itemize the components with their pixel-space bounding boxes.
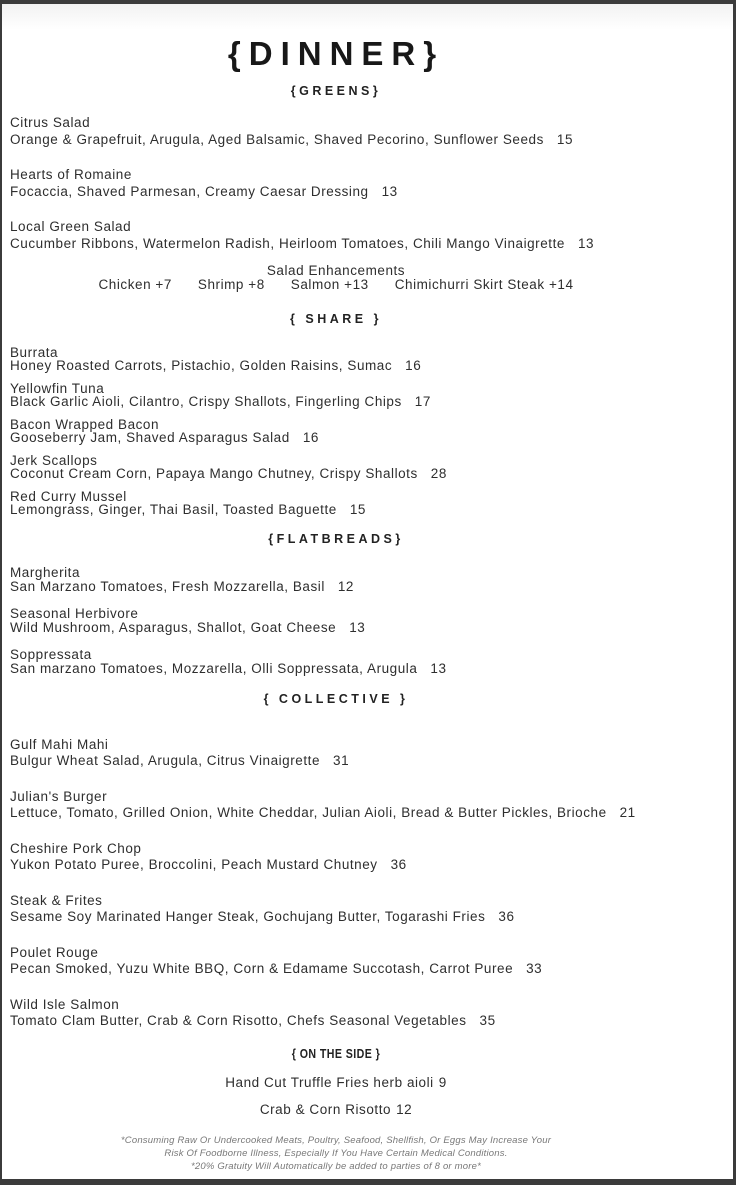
section-heading-share: { SHARE } <box>290 312 382 326</box>
item-desc-text: Bulgur Wheat Salad, Arugula, Citrus Vinaigrette <box>10 753 321 768</box>
item-price: 35 <box>479 1013 496 1028</box>
menu-item <box>10 382 662 408</box>
item-desc-text: Tomato Clam Butter, Crab & Corn Risotto, Chefs Seasonal Vegetables <box>10 1013 467 1028</box>
item-price: 15 <box>556 132 574 147</box>
item-price: 16 <box>302 430 319 445</box>
menu-item <box>10 566 662 594</box>
item-name: Steak & Frites <box>10 893 103 908</box>
item-price: 13 <box>349 620 366 635</box>
disclaimer-line: *Consuming Raw Or Undercooked Meats, Poultry, Seafood, Shellfish, Or Eggs May Increase Your <box>120 1135 552 1146</box>
item-desc-text: Lettuce, Tomato, Grilled Onion, White Cheddar, Julian Aioli, Bread & Butter Pickles, Brioche <box>10 805 607 820</box>
item-desc-text: Cucumber Ribbons, Watermelon Radish, Heirloom Tomatoes, Chili Mango Vinaigrette <box>10 236 565 251</box>
side-item <box>10 1076 662 1090</box>
menu-item <box>10 166 662 200</box>
item-description <box>10 503 662 516</box>
disclaimer <box>10 1134 662 1173</box>
section-greens <box>10 114 662 292</box>
item-description <box>10 235 662 252</box>
item-name: Seasonal Herbivore <box>10 606 139 621</box>
enhancement-option: Chicken +7 <box>98 277 172 292</box>
item-price: 28 <box>430 466 447 481</box>
item-description <box>10 467 662 480</box>
section-on-the-side <box>10 1076 662 1117</box>
item-name: Jerk Scallops <box>10 453 98 468</box>
menu-item <box>10 997 662 1029</box>
section-heading-greens: {GREENS} <box>290 84 382 98</box>
item-price: 36 <box>390 857 407 872</box>
menu-item <box>10 945 662 977</box>
item-description <box>10 857 662 873</box>
item-name: Margherita <box>10 565 81 580</box>
item-description <box>10 431 662 444</box>
item-price: 13 <box>430 661 447 676</box>
item-desc-text: Coconut Cream Corn, Papaya Mango Chutney, Crispy Shallots <box>10 466 418 481</box>
menu-item <box>10 454 662 480</box>
enhancement-option: Salmon +13 <box>290 277 369 292</box>
section-share <box>10 346 662 516</box>
item-name: Cheshire Pork Chop <box>10 841 142 856</box>
item-description <box>10 805 662 821</box>
item-desc-text: Honey Roasted Carrots, Pistachio, Golden Raisins, Sumac <box>10 358 393 373</box>
enhancement-option: Chimichurri Skirt Steak +14 <box>394 277 574 292</box>
item-desc-text: Sesame Soy Marinated Hanger Steak, Gochujang Butter, Togarashi Fries <box>10 909 486 924</box>
section-heading-on-the-side: { ON THE SIDE } <box>291 1047 381 1061</box>
item-desc-text: Pecan Smoked, Yuzu White BBQ, Corn & Edamame Succotash, Carrot Puree <box>10 961 514 976</box>
item-description <box>10 753 662 769</box>
item-desc-text: Gooseberry Jam, Shaved Asparagus Salad <box>10 430 290 445</box>
section-flatbreads <box>10 566 662 676</box>
item-name: Gulf Mahi Mahi <box>10 737 109 752</box>
section-collective <box>10 737 662 1029</box>
menu-item <box>10 114 662 148</box>
item-name: Yellowfin Tuna <box>10 381 105 396</box>
item-description <box>10 1013 662 1029</box>
salad-enhancements-options <box>10 278 662 292</box>
item-desc-text: Lemongrass, Ginger, Thai Basil, Toasted Baguette <box>10 502 337 517</box>
menu-item <box>10 893 662 925</box>
menu-item <box>10 789 662 821</box>
item-price: 13 <box>381 184 398 199</box>
salad-enhancements-title: Salad Enhancements <box>266 263 406 278</box>
item-price: 31 <box>333 753 350 768</box>
item-description <box>10 395 662 408</box>
item-desc-text: Focaccia, Shaved Parmesan, Creamy Caesar Dressing <box>10 184 369 199</box>
item-desc-text: San Marzano Tomatoes, Fresh Mozzarella, Basil <box>10 579 325 594</box>
item-name: Citrus Salad <box>10 115 91 130</box>
item-price: 36 <box>498 909 515 924</box>
section-heading-flatbreads: {FLATBREADS} <box>268 532 404 546</box>
item-name: Red Curry Mussel <box>10 489 127 504</box>
item-description <box>10 183 662 200</box>
item-price: 9 <box>438 1075 447 1090</box>
item-description <box>10 621 662 635</box>
item-price: 12 <box>396 1102 413 1117</box>
item-price: 17 <box>414 394 431 409</box>
salad-enhancements <box>10 264 662 292</box>
item-name: Poulet Rouge <box>10 945 99 960</box>
side-item <box>10 1103 662 1117</box>
menu-item <box>10 218 662 252</box>
item-description <box>10 359 662 372</box>
menu-item <box>10 490 662 516</box>
item-name: Burrata <box>10 345 59 360</box>
item-description <box>10 580 662 594</box>
item-price: 13 <box>577 236 595 251</box>
item-name: Wild Isle Salmon <box>10 997 120 1012</box>
side-item-label: Hand Cut Truffle Fries herb aioli <box>225 1075 434 1090</box>
item-name: Hearts of Romaine <box>10 167 132 182</box>
menu-content <box>10 4 662 1173</box>
item-description <box>10 909 662 925</box>
section-heading-collective: { COLLECTIVE } <box>263 692 409 706</box>
item-desc-text: Orange & Grapefruit, Arugula, Aged Balsamic, Shaved Pecorino, Sunflower Seeds <box>10 132 544 147</box>
item-name: Local Green Salad <box>10 219 132 234</box>
item-name: Bacon Wrapped Bacon <box>10 417 160 432</box>
disclaimer-line: *20% Gratuity Will Automatically be added to parties of 8 or more* <box>191 1161 481 1172</box>
menu-item <box>10 648 662 676</box>
item-price: 15 <box>349 502 366 517</box>
item-price: 12 <box>337 579 354 594</box>
item-price: 33 <box>526 961 543 976</box>
menu-item <box>10 418 662 444</box>
item-description <box>10 131 662 148</box>
item-price: 21 <box>619 805 636 820</box>
item-price: 16 <box>405 358 422 373</box>
disclaimer-line: Risk Of Foodborne Illness, Especially If You Have Certain Medical Conditions. <box>164 1148 508 1159</box>
item-desc-text: Yukon Potato Puree, Broccolini, Peach Mustard Chutney <box>10 857 378 872</box>
item-description <box>10 961 662 977</box>
item-description <box>10 662 662 676</box>
menu-item <box>10 607 662 635</box>
item-desc-text: Wild Mushroom, Asparagus, Shallot, Goat Cheese <box>10 620 337 635</box>
menu-item <box>10 737 662 769</box>
menu-item <box>10 346 662 372</box>
item-desc-text: San marzano Tomatoes, Mozzarella, Olli Soppressata, Arugula <box>10 661 418 676</box>
side-item-label: Crab & Corn Risotto <box>259 1102 392 1117</box>
menu-title: {DINNER} <box>227 35 445 72</box>
menu-item <box>10 841 662 873</box>
item-desc-text: Black Garlic Aioli, Cilantro, Crispy Shallots, Fingerling Chips <box>10 394 402 409</box>
item-name: Julian's Burger <box>10 789 108 804</box>
item-name: Soppressata <box>10 647 92 662</box>
enhancement-option: Shrimp +8 <box>197 277 265 292</box>
